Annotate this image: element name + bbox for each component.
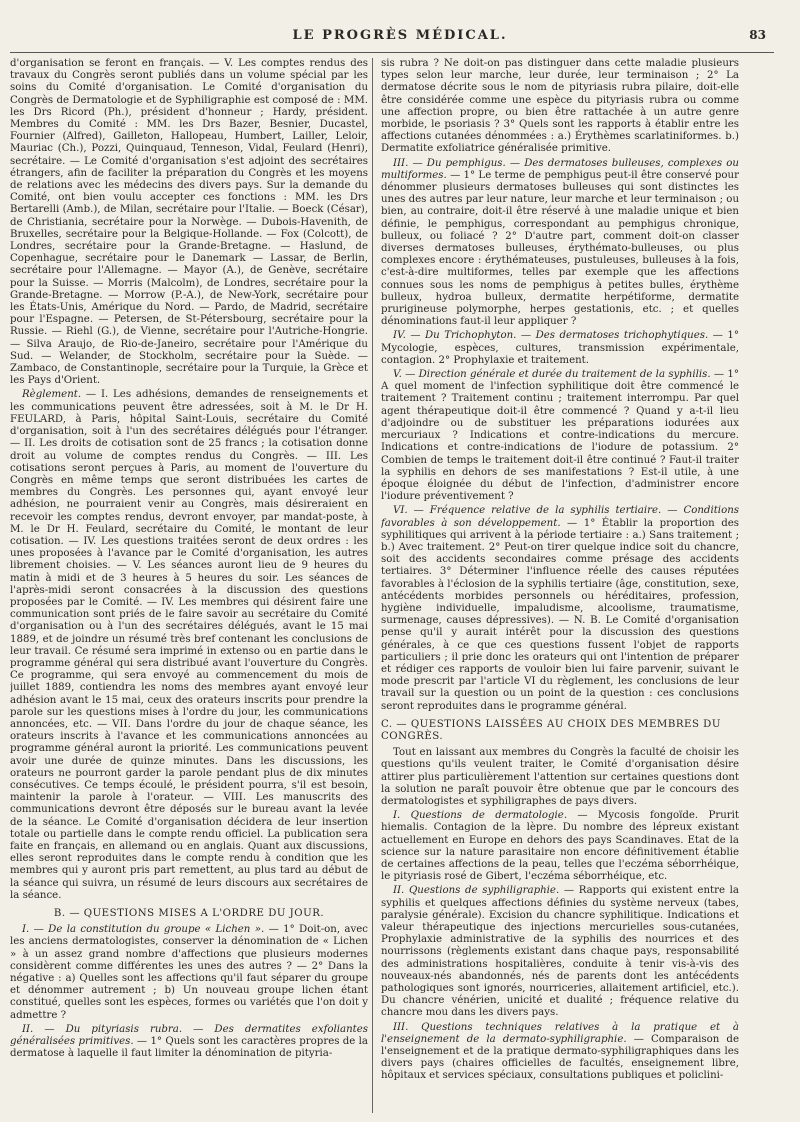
question-lichen-title: I. — De la constitution du groupe « Lichen ». bbox=[22, 924, 265, 936]
question-techniques-title: III. Questions techniques relatives à la pratique et à l'enseignement de la dermato-syphiligraphie. bbox=[381, 1021, 739, 1045]
right-column bbox=[381, 58, 739, 1113]
question-syphiligraphie-text: — Rapports qui existent entre la syphilis et quelques affections définies du système nerveux (tabes, paralysie générale). Excision du chancre syphilitique. Indications et valeur thérapeutique des injections mercurielles sous-cutanées, Prophylaxie administrative de la syphilis des nourrices et des nourrissons (règlements existant dans chaque pays, responsabilité des administrations hospitalières, conduite à tenir vis-à-vis des nouveaux-nés abandonnés, nés de parents dont les antécédents pathologiques sont ignorés, nourriceries, allaitement artificiel, etc.). Du chancre vénérien, unicité et dualité ; fréquence relative du chancre mou dans les divers pays. bbox=[381, 885, 739, 1019]
question-dermatologie-title: I. Questions de dermatologie. bbox=[393, 810, 568, 822]
page-number: 83 bbox=[749, 28, 766, 42]
question-syphiligraphie-title: II. Questions de syphiligraphie. bbox=[393, 885, 560, 897]
reglement-text: — I. Les adhésions, demandes de renseignements et les communications peuvent être adressées, soit à M. le Dr H. FEULARD, à Paris, hôpital Saint-Louis, secrétaire du Comité d'organisation, soit à l'un des secrétaires délégués pour l'étranger. — II. Les droits de cotisation sont de 25 francs ; la cotisation donne droit au volume de comptes rendus du Congrès. — III. Les cotisations seront perçues à Paris, au moment de l'ouverture du Congrès en même temps que seront distribuées les cartes de membres du Congrès. Les personnes qui, ayant envoyé leur adhésion, ne pourraient venir au Congrès, mais désireraient en recevoir les comptes rendus, devront envoyer, par mandat-poste, à M. le Dr H. Feulard, secrétaire du Comité, le montant de leur cotisation. — IV. Les questions traitées seront de deux ordres : les unes proposées à l'avance par le Comité d'organisation, les autres librement choisies. — V. Les séances auront lieu de 9 heures du matin à midi et de 3 heures à 5 heures du soir. Les séances de l'après-midi seront consacrées à la discussion des questions proposées par le Comité. — IV. Les membres qui désirent faire une communication sont priés de le faire savoir au secrétaire du Comité d'organisation ou à l'un des secrétaires délégués, avant le 15 mai 1889, et de joindre un résumé très bref contenant les conclusions de leur travail. Ce résumé sera imprimé in extenso ou en partie dans le programme général qui sera distribué avant l'ouverture du Congrès. Ce programme, qui sera envoyé au commencement du mois de juillet 1889, contiendra les noms des membres ayant envoyé leur adhésion avant le 15 mai, ceux des orateurs inscrits pour prendre la parole sur les questions mises à l'ordre du jour, les communications annoncées, etc. — VII. Dans l'ordre du jour de chaque séance, les orateurs inscrits à l'avance et les communications annoncées au programme général auront la priorité. Les communications peuvent avoir une durée de quinze minutes. Dans les discussions, les orateurs ne pourront garder la parole pendant plus de dix minutes consécutives. Ce temps écoulé, le président pourra, s'il est besoin, maintenir la parole à l'orateur. — VIII. Les manuscrits des communications devront être déposés sur le bureau avant la levée de la séance. Le Comité d'organisation décidera de leur insertion totale ou partielle dans le compte rendu officiel. La publication sera faite en français, en allemand ou en anglais. Quant aux discussions, elles seront reproduites dans le compte rendu à condition que les membres qui y auront pris part remettent, au plus tard au début de la séance qui suivra, un résumé de leurs discours aux secrétaires de la séance. bbox=[10, 389, 368, 901]
question-lichen bbox=[10, 924, 368, 1022]
question-pemphigus-text: — 1° Le terme de pemphigus peut-il être conservé pour dénommer plusieurs dermatoses bulleuses qui sont distinctes les unes des autres par leur nature, leur marche et leur terminaison ; ou bien, au contraire, doit-il être réservé à une maladie unique et bien définie, le pemphigus, correspondant au pemphigus chronique, bulleux, ou foliacé ? 2° D'autre part, comment doit-on classer diverses dermatoses bulleuses, érythémato-bulleuses, ou plus complexes encore : érythémateuses, pustuleuses, bulleuses à la fois, c'est-à-dire multiformes, telles par exemple que les affections connues sous les noms de pemphigus à petites bulles, érythème bulleux, hydroa bulleux, dermatite herpétiforme, dermatite prurigineuse polymorphe, herpes gestationis, etc. ; et quelles dénominations faut-il leur appliquer ? bbox=[381, 169, 739, 328]
header-rule bbox=[10, 52, 774, 53]
column-divider bbox=[372, 58, 373, 1113]
paragraph-c-intro: Tout en laissant aux membres du Congrès la faculté de choisir les questions qu'ils veulent traiter, le Comité d'organisation désire attirer plus particulièrement l'attention sur certaines questions dont la solution ne paraît pouvoir être obtenue que par le concours des dermatologistes et syphiligraphes de pays divers. bbox=[381, 747, 739, 807]
question-syphilis-tertiary-title: VI. — Fréquence relative de la syphilis tertiaire. — Conditions favorables à son développement. bbox=[381, 505, 739, 529]
reglement-label: Règlement. bbox=[22, 389, 82, 401]
question-trichophyton-text: — 1° Mycologie, espèces, cultures, transmission expérimentale, contagion. 2° Prophylaxie et traitement. bbox=[381, 330, 739, 366]
question-syphilis-tertiary bbox=[381, 505, 739, 712]
question-techniques-text: — Comparaison de l'enseignement et de la pratique dermato-syphiligraphiques dans les divers pays (chaires officielles de facultés, enseignement libre, hôpitaux et services spéciaux, consultations publiques et policlini- bbox=[381, 1033, 739, 1082]
question-syphiligraphie bbox=[381, 885, 739, 1019]
paragraph-pityriasis-cont: sis rubra ? Ne doit-on pas distinguer dans cette maladie plusieurs types selon leur marche, leur durée, leur terminaison ; 2° La dermatose décrite sous le nom de pityriasis rubra pilaire, doit-elle être considérée comme une espèce du pityriasis rubra ou comme une affection propre, ou bien être rattachée à un autre genre morbide, le psoriasis ? 3° Quels sont les rapports à établir entre les affections cutanées dénommées : a.) Érythèmes scarlatiniformes. b.) Dermatite exfoliatrice généralisée primitive. bbox=[381, 58, 739, 155]
question-syphilis-treatment-title: V. — Direction générale et durée du traitement de la syphilis. bbox=[393, 369, 711, 381]
paragraph-committee: d'organisation se feront en français. — V. Les comptes rendus des travaux du Congrès seront publiés dans un volume spécial par les soins du Comité d'organisation. Le Comité d'organisation du Congrès de Dermatologie et de Syphiligraphie est composé de : MM. les Drs Ricord (Ph.), président d'honneur ; Hardy, président. Membres du Comité : MM. les Drs Bazer, Besnier, Ducastel, Fournier (Alfred), Gailleton, Hallopeau, Humbert, Lailler, Leloir, Mauriac (Ch.), Pozzi, Quinquaud, Tenneson, Vidal, Feulard (Henri), secrétaire. — Le Comité d'organisation s'est adjoint des secrétaires étrangers, afin de faciliter la préparation du Congrès et les moyens de relations avec les médecins des divers pays. Sur la demande du Comité, ont bien voulu accepter ces fonctions : MM. les Drs Bertarelli (Amb.), de Milan, secrétaire pour l'Italie. — Boeck (César), de Christiania, secrétaire pour la Norwège. — Dubois-Havenith, de Bruxelles, secrétaire pour la Belgique-Hollande. — Fox (Colcott), de Londres, secrétaire pour la Grande-Bretagne. — Haslund, de Copenhague, secrétaire pour le Danemark — Lassar, de Berlin, secrétaire pour l'Allemagne. — Mayor (A.), de Genève, secrétaire pour la Suisse. — Morris (Malcolm), de Londres, secrétaire pour la Grande-Bretagne. — Morrow (P.-A.), de New-York, secrétaire pour les États-Unis, Amérique du Nord. — Pardo, de Madrid, secrétaire pour l'Espagne. — Petersen, de St-Pétersbourg, secrétaire pour la Russie. — Riehl (G.), de Vienne, secrétaire pour l'Autriche-Hongrie. — Silva Araujo, de Rio-de-Janeiro, secrétaire pour l'Amérique du Sud. — Welander, de Stockholm, secrétaire pour la Suède. — Zambaco, de Constantinople, secrétaire pour la Turquie, la Grèce et les Pays d'Orient. bbox=[10, 58, 368, 387]
left-column bbox=[10, 58, 368, 1113]
question-syphilis-tertiary-text: — 1° Établir la proportion des syphilitiques qui arrivent à la période tertiaire : a.) Sans traitement ; b.) Avec traitement. 2° Peut-on tirer quelque indice soit du chancre, soit des accidents secondaires comme présage des accidents tertiaires. 3° Déterminer l'influence réelle des causes réputées favorables à l'éclosion de la syphilis tertiaire (âge, constitution, sexe, antécédents morbides personnels ou héréditaires, profession, hygiène individuelle, impaludisme, alcoolisme, traumatisme, surmenage, causes dépressives). — N. B. Le Comité d'organisation pense qu'il y aurait intérêt pour la discussion des questions générales, à ce que ces questions fussent l'objet de rapports particuliers ; il prie donc les orateurs qui ont l'intention de préparer et rédiger ces rapports de vouloir bien lui faire parvenir, suivant le mode prescrit par l'article VI du règlement, les conclusions de leur travail sur la question ou un point de la question : ces conclusions seront reproduites dans le programme général. bbox=[381, 517, 739, 712]
question-techniques bbox=[381, 1022, 739, 1083]
section-heading-c: C. — QUESTIONS LAISSÉES AU CHOIX DES MEMBRES DU CONGRÈS. bbox=[381, 718, 721, 742]
paragraph-reglement bbox=[10, 389, 368, 902]
header-title: LE PROGRÈS MÉDICAL. bbox=[292, 28, 508, 43]
question-trichophyton-title: IV. — Du Trichophyton. — Des dermatoses trichophytiques. bbox=[393, 330, 709, 342]
question-pityriasis bbox=[10, 1024, 368, 1061]
section-heading-b: B. — QUESTIONS MISES A L'ORDRE DU JOUR. bbox=[53, 908, 325, 920]
question-dermatologie bbox=[381, 810, 739, 883]
question-pityriasis-text: — 1° Quels sont les caractères propres de la dermatose à laquelle il faut limiter la dénomination de pityria- bbox=[10, 1036, 368, 1060]
question-pityriasis-title: II. — Du pityriasis rubra. — Des dermatites exfoliantes généralisées primitives. bbox=[10, 1023, 368, 1048]
question-syphilis-treatment bbox=[381, 369, 739, 503]
question-dermatologie-text: — Mycosis fongoïde. Prurit hiemalis. Contagion de la lèpre. Du nombre des lépreux existant actuellement en Europe en dehors des pays Scandinaves. Etat de la science sur la nature parasitaire non encore définitivement établie de certaines affections de la peau, telles que l'eczéma séborrhéique, le pityriasis rosé de Gibert, l'eczéma séborrhéique, etc. bbox=[381, 810, 739, 883]
question-trichophyton bbox=[381, 330, 739, 367]
running-header bbox=[0, 28, 800, 50]
question-syphilis-treatment-text: — 1° A quel moment de l'infection syphilitique doit être commencé le traitement ? Traitement continu ; traitement interrompu. Par quel agent thérapeutique doit-il être commencé ? Quand y a-t-il lieu d'adjoindre ou de substituer les préparations iodurées aux mercuriaux ? Indications et contre-indications du mercure. Indications et contre-indications de l'iodure de potassium. 2° Combien de temps le traitement doit-il être continué ? Faut-il traiter la syphilis en dehors de ses manifestations ? Est-il utile, à une époque éloignée du début de l'infection, d'administrer encore l'iodure préventivement ? bbox=[381, 369, 739, 503]
question-pemphigus-title: III. — Du pemphigus. — Des dermatoses bulleuses, complexes ou multiformes. bbox=[381, 157, 739, 181]
question-pemphigus bbox=[381, 158, 739, 329]
question-lichen-text: — 1° Doit-on, avec les anciens dermatologistes, conserver la dénomination de « Lichen » à un assez grand nombre d'affections que plusieurs modernes considèrent comme différentes les unes des autres ? — 2° Dans la négative : a) Quelles sont les affections qu'il faut séparer du groupe et dénommer autrement ; b) Un nouveau groupe lichen étant constitué, quelles sont les espèces, formes ou variétés que l'on doit y admettre ? bbox=[10, 924, 368, 1021]
